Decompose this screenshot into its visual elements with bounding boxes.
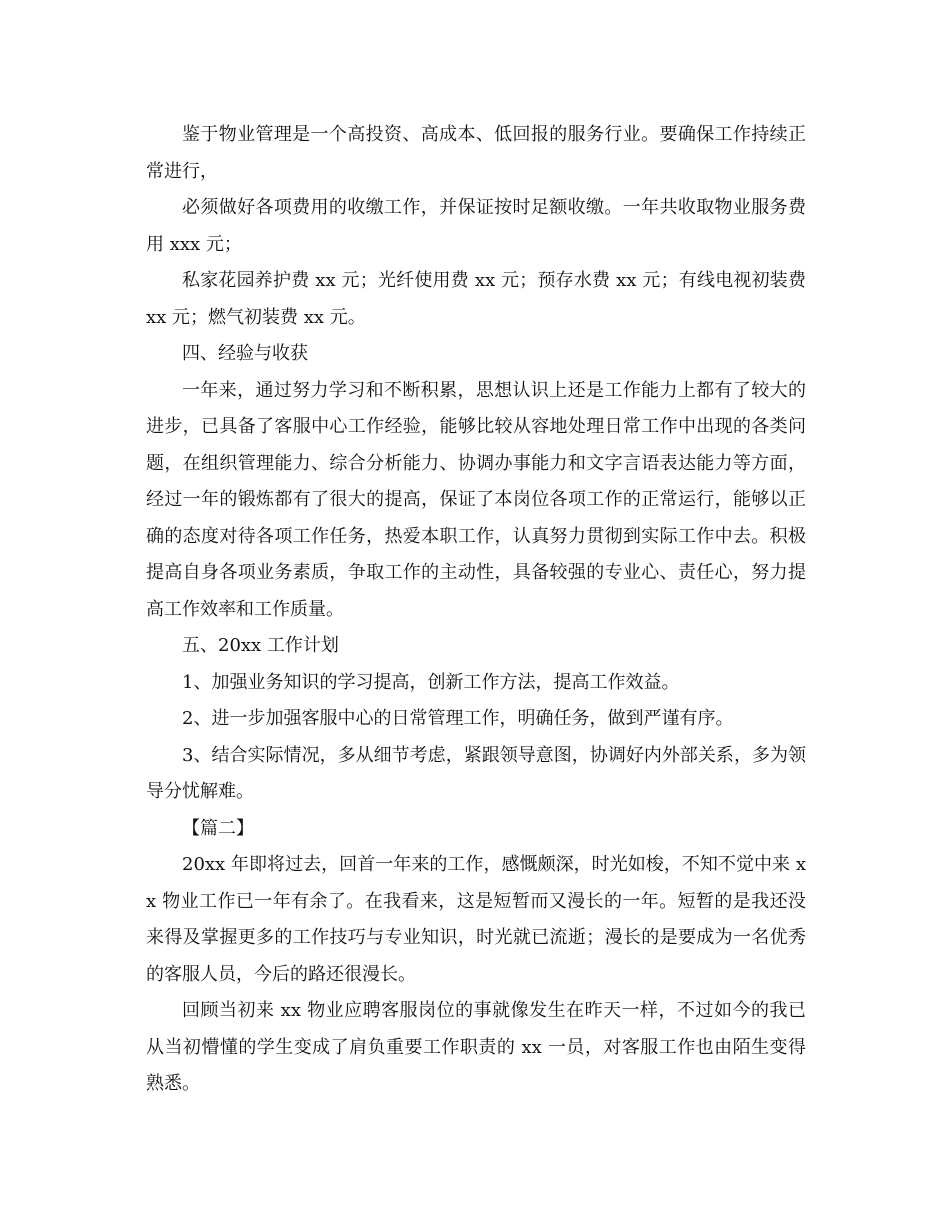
paragraph-fee-collection: 必须做好各项费用的收缴工作，并保证按时足额收缴。一年共收取物业服务费用 xxx 元； <box>146 197 806 255</box>
paragraph-cost-intro: 鉴于物业管理是一个高投资、高成本、低回报的服务行业。要确保工作持续正常进行， <box>146 124 806 182</box>
section-heading-plan: 五、20xx 工作计划 <box>182 635 339 656</box>
paragraph-year-review: 20xx 年即将过去，回首一年来的工作，感慨颇深，时光如梭，不知不觉中来 xx 物业工作已一年有余了。在我看来，这是短暂而又漫长的一年。短暂的是我还没来得及掌握更多的工作技巧与专业知识，时光就已流逝；漫长的是要成为一名优秀的客服人员，今后的路还很漫长。 <box>146 854 806 985</box>
paragraph-recollection: 回顾当初来 xx 物业应聘客服岗位的事就像发生在昨天一样，不过如今的我已从当初懵懂的学生变成了肩负重要工作职责的 xx 一员，对客服工作也由陌生变得熟悉。 <box>146 1000 806 1094</box>
section-heading-part-two: 【篇二】 <box>182 817 254 839</box>
document-body <box>146 117 806 1103</box>
paragraph-fee-details: 私家花园养护费 xx 元；光纤使用费 xx 元；预存水费 xx 元；有线电视初装费 xx 元；燃气初装费 xx 元。 <box>146 270 806 328</box>
plan-item-2: 2、进一步加强客服中心的日常管理工作，明确任务，做到严谨有序。 <box>182 708 734 729</box>
paragraph-experience: 一年来，通过努力学习和不断积累，思想认识上还是工作能力上都有了较大的进步，已具备了客服中心工作经验，能够比较从容地处理日常工作中出现的各类问题，在组织管理能力、综合分析能力、协调办事能力和文字言语表达能力等方面，经过一年的锻炼都有了很大的提高，保证了本岗位各项工作的正常运行，能够以正确的态度对待各项工作任务，热爱本职工作，认真努力贯彻到实际工作中去。积极提高自身各项业务素质，争取工作的主动性，具备较强的专业心、责任心，努力提高工作效率和工作质量。 <box>146 379 806 620</box>
plan-item-1: 1、加强业务知识的学习提高，创新工作方法，提高工作效益。 <box>182 671 680 693</box>
section-heading-experience: 四、经验与收获 <box>182 343 308 364</box>
plan-item-3: 3、结合实际情况，多从细节考虑，紧跟领导意图，协调好内外部关系，多为领导分忧解难。 <box>146 744 806 802</box>
